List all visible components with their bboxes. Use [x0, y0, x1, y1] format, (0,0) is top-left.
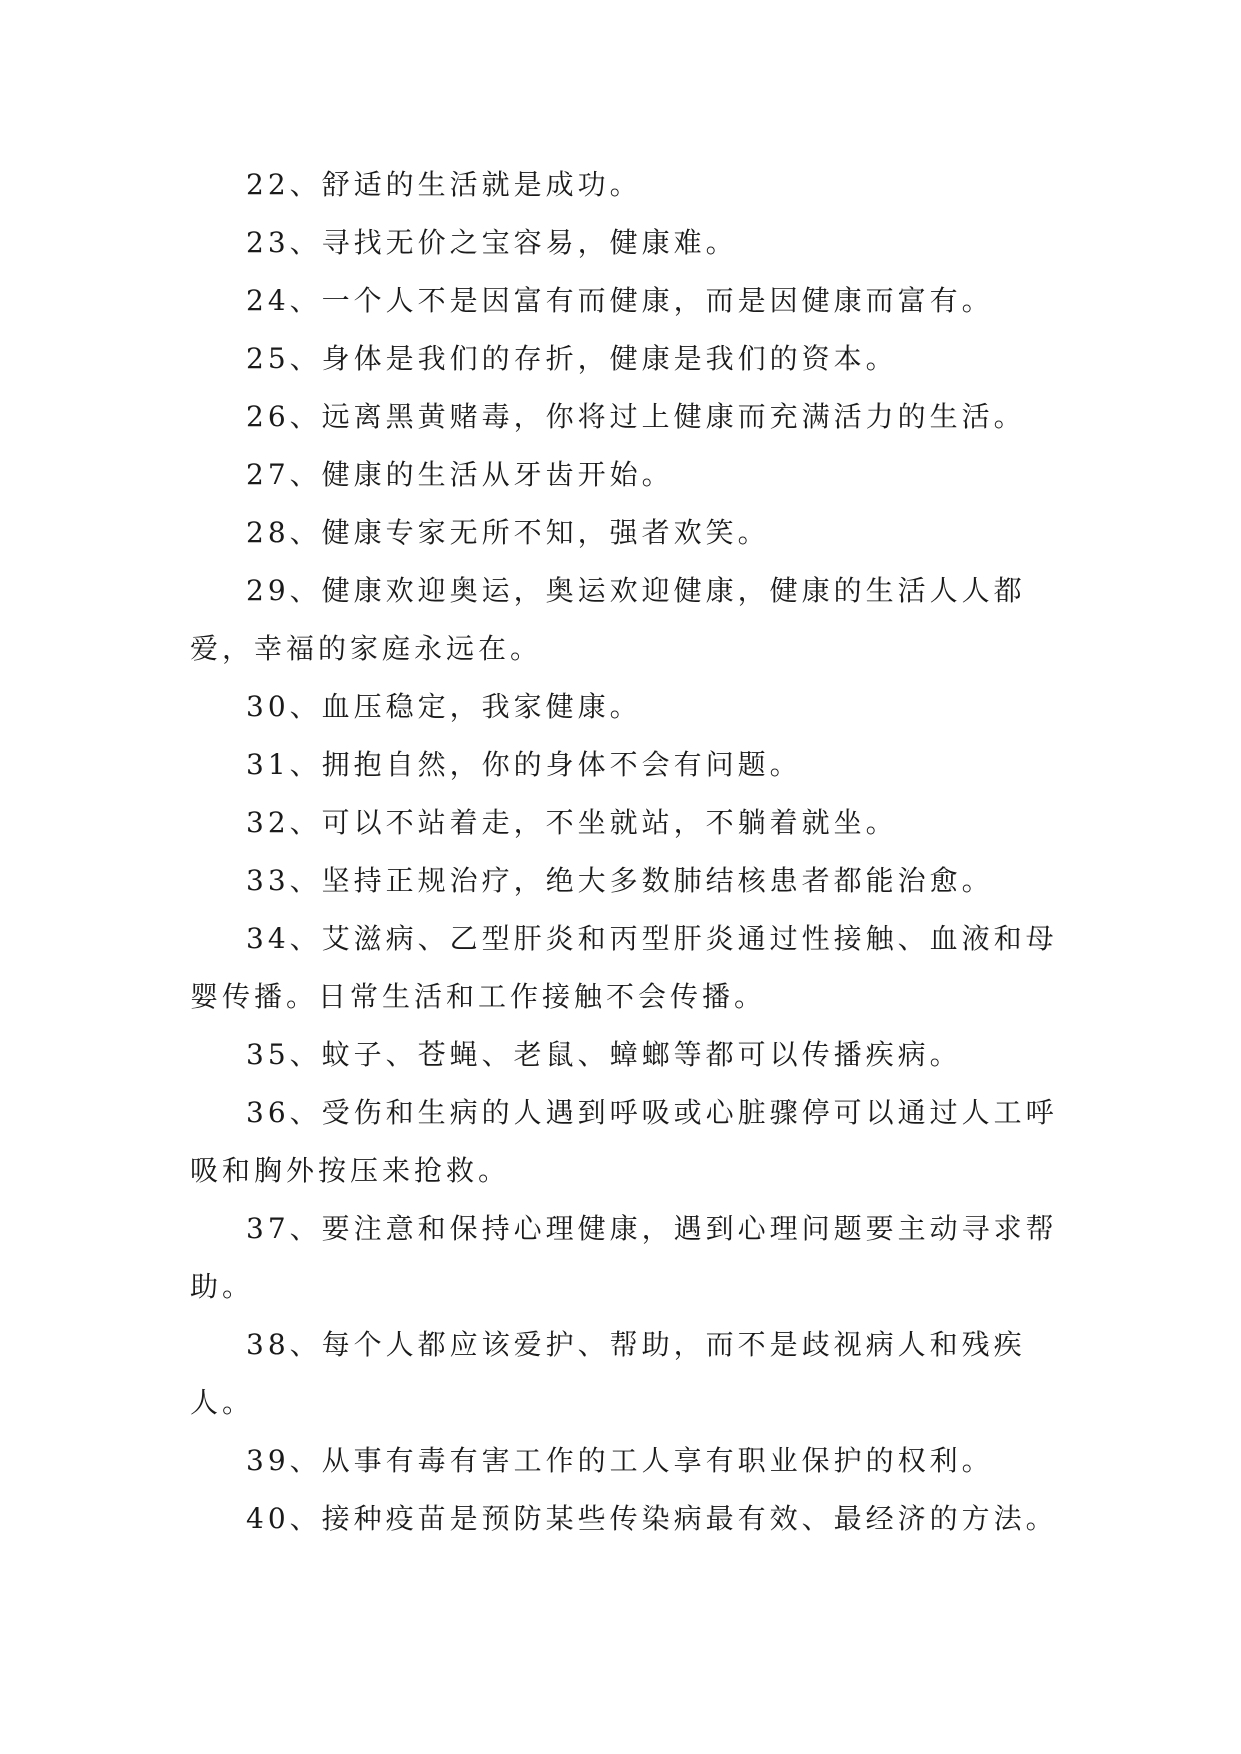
slogan-item-31: 31、拥抱自然，你的身体不会有问题。 — [246, 748, 802, 781]
slogan-item-40: 40、接种疫苗是预防某些传染病最有效、最经济的方法。 — [246, 1502, 1058, 1535]
slogan-item-32: 32、可以不站着走，不坐就站，不躺着就坐。 — [246, 806, 898, 839]
slogan-item-23: 23、寻找无价之宝容易，健康难。 — [246, 226, 738, 259]
slogan-item-26: 26、远离黑黄赌毒，你将过上健康而充满活力的生活。 — [246, 400, 1026, 433]
slogan-item-24: 24、一个人不是因富有而健康，而是因健康而富有。 — [246, 284, 994, 317]
slogan-item-29: 29、健康欢迎奥运，奥运欢迎健康，健康的生活人人都爱，幸福的家庭永远在。 — [190, 574, 1026, 665]
slogan-item-38: 38、每个人都应该爱护、帮助，而不是歧视病人和残疾人。 — [190, 1328, 1026, 1419]
slogan-item-27: 27、健康的生活从牙齿开始。 — [246, 458, 674, 491]
slogan-item-35: 35、蚊子、苍蝇、老鼠、蟑螂等都可以传播疾病。 — [246, 1038, 962, 1071]
slogan-item-22: 22、舒适的生活就是成功。 — [246, 168, 642, 201]
slogan-item-36: 36、受伤和生病的人遇到呼吸或心脏骤停可以通过人工呼吸和胸外按压来抢救。 — [190, 1096, 1058, 1187]
slogan-item-30: 30、血压稳定，我家健康。 — [246, 690, 642, 723]
slogan-list — [190, 156, 1070, 1548]
slogan-item-34: 34、艾滋病、乙型肝炎和丙型肝炎通过性接触、血液和母婴传播。日常生活和工作接触不会传播。 — [190, 922, 1058, 1013]
slogan-item-28: 28、健康专家无所不知，强者欢笑。 — [246, 516, 770, 549]
slogan-item-37: 37、要注意和保持心理健康，遇到心理问题要主动寻求帮助。 — [190, 1212, 1058, 1303]
slogan-item-39: 39、从事有毒有害工作的工人享有职业保护的权利。 — [246, 1444, 994, 1477]
slogan-item-33: 33、坚持正规治疗，绝大多数肺结核患者都能治愈。 — [246, 864, 994, 897]
slogan-item-25: 25、身体是我们的存折，健康是我们的资本。 — [246, 342, 898, 375]
